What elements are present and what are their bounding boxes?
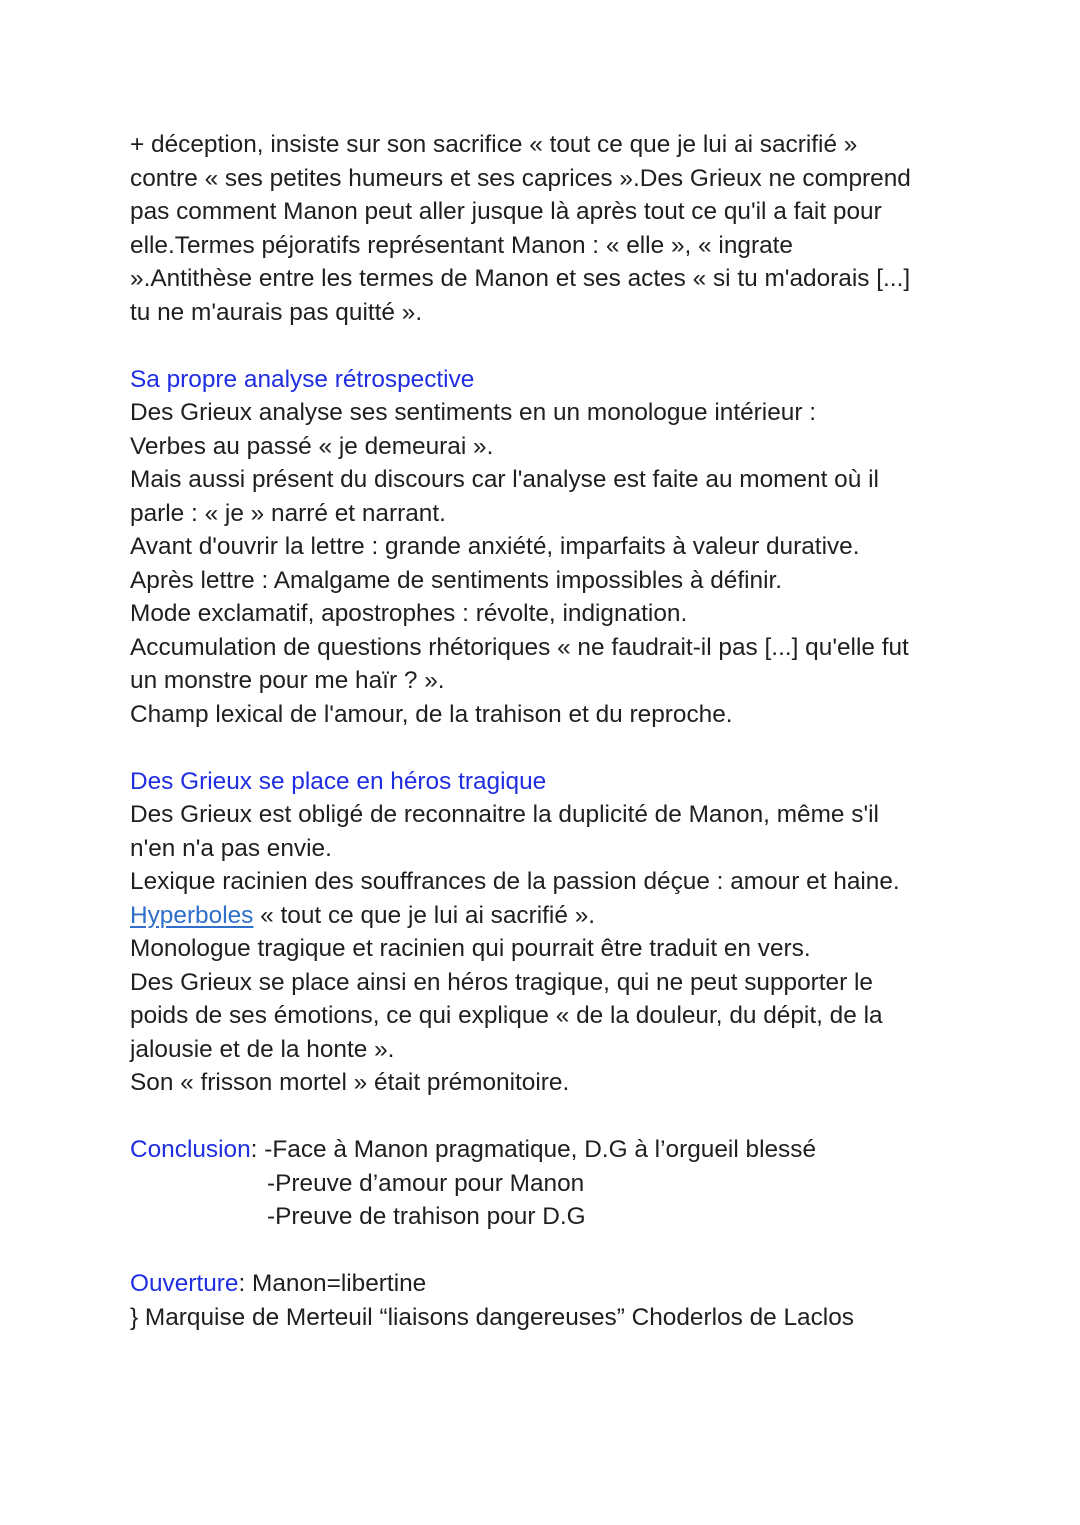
text-line: pas comment Manon peut aller jusque là après tout ce qu'il a fait pour <box>130 198 882 225</box>
paragraph-spacer <box>130 731 960 765</box>
text-line: Mode exclamatif, apostrophes : révolte, indignation. <box>130 600 688 627</box>
intro-paragraph <box>130 128 960 329</box>
text-line: Monologue tragique et racinien qui pourrait être traduit en vers. <box>130 935 811 962</box>
text-line: Accumulation de questions rhétoriques « ne faudrait-il pas [...] qu'elle fut <box>130 633 909 661</box>
paragraph-spacer <box>130 329 960 363</box>
hyperboles-link[interactable]: Hyperboles <box>130 901 254 929</box>
text-line: Lexique racinien des souffrances de la passion déçue : amour et haine. <box>130 868 900 895</box>
text-line: + déception, insiste sur son sacrifice « tout ce que je lui ai sacrifié » <box>130 131 858 158</box>
text-line: ».Antithèse entre les termes de Manon et ses actes « si tu m'adorais [...] <box>130 265 911 292</box>
text-line: Des Grieux se place ainsi en héros tragique, qui ne peut supporter le <box>130 968 873 996</box>
text-line: n'en n'a pas envie. <box>130 834 332 862</box>
conclusion-first-line <box>130 1133 960 1167</box>
ouverture-label: Ouverture <box>130 1270 239 1297</box>
text-line: parle : « je » narré et narrant. <box>130 499 446 527</box>
paragraph-spacer <box>130 1100 960 1134</box>
text-line: poids de ses émotions, ce qui explique « de la douleur, du dépit, de la <box>130 1002 883 1029</box>
text-line: Des Grieux est obligé de reconnaitre la duplicité de Manon, même s'il <box>130 801 879 828</box>
conclusion-separator: : <box>250 1136 265 1163</box>
ouverture-first-line <box>130 1267 960 1301</box>
conclusion-block <box>130 1133 960 1234</box>
text-line: Mais aussi présent du discours car l'analyse est faite au moment où il <box>130 466 879 493</box>
section-heading: Sa propre analyse rétrospective <box>130 365 475 393</box>
text-line: Des Grieux analyse ses sentiments en un monologue intérieur : <box>130 399 817 426</box>
text-line: Verbes au passé « je demeurai ». <box>130 432 494 460</box>
ouverture-block <box>130 1267 960 1334</box>
conclusion-label: Conclusion <box>130 1136 251 1163</box>
text-line: jalousie et de la honte ». <box>130 1035 395 1063</box>
ouverture-separator: : <box>238 1270 253 1297</box>
section-heading: Des Grieux se place en héros tragique <box>130 767 547 795</box>
document-page <box>130 128 960 1334</box>
section-retrospective-analysis <box>130 363 960 732</box>
section-tragic-hero <box>130 765 960 1100</box>
conclusion-item: -Preuve d’amour pour Manon <box>267 1169 585 1197</box>
hyperbole-quote: « tout ce que je lui ai sacrifié ». <box>253 901 596 929</box>
conclusion-item: -Preuve de trahison pour D.G <box>267 1203 586 1230</box>
ouverture-second-line: } Marquise de Merteuil “liaisons dangereuses” Choderlos de Laclos <box>130 1303 854 1331</box>
text-line: Après lettre : Amalgame de sentiments impossibles à définir. <box>130 566 783 594</box>
text-line: un monstre pour me haïr ? ». <box>130 667 445 694</box>
text-line: Avant d'ouvrir la lettre : grande anxiété, imparfaits à valeur durative. <box>130 533 860 560</box>
hyperbole-line <box>130 899 960 933</box>
text-line: tu ne m'aurais pas quitté ». <box>130 298 423 326</box>
ouverture-text: Manon=libertine <box>252 1270 427 1297</box>
conclusion-item: -Face à Manon pragmatique, D.G à l’orgueil blessé <box>264 1136 817 1163</box>
text-line: contre « ses petites humeurs et ses caprices ».Des Grieux ne comprend <box>130 164 911 192</box>
text-line: elle.Termes péjoratifs représentant Manon : « elle », « ingrate <box>130 231 793 259</box>
text-line: Son « frisson mortel » était prémonitoire. <box>130 1069 570 1096</box>
paragraph-spacer <box>130 1234 960 1268</box>
text-line: Champ lexical de l'amour, de la trahison et du reproche. <box>130 700 733 728</box>
